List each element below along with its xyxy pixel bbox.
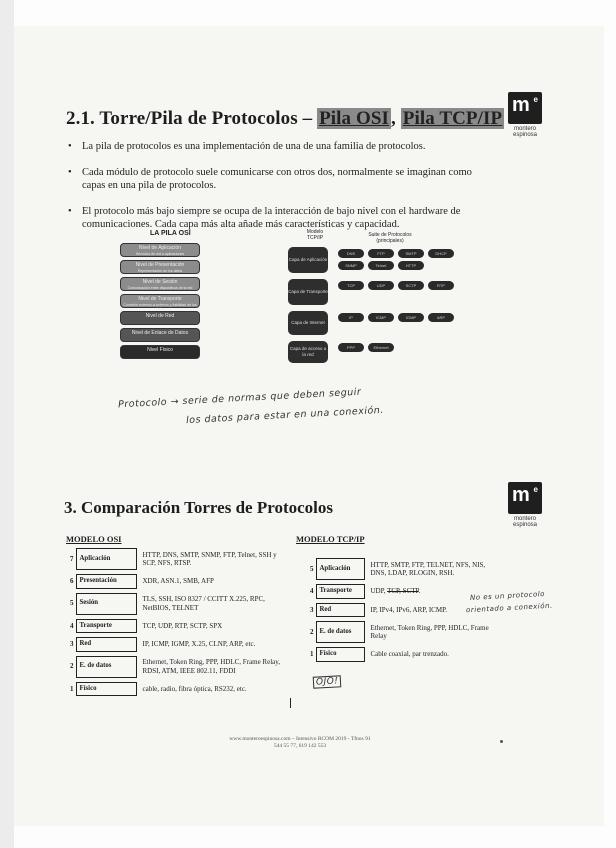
osi-layer-protocols: HTTP, DNS, SMTP, SNMP, FTP, Telnet, SSH y SCP, NFS, RTSP. [142,550,277,567]
protocol-pill: PPP [338,343,364,352]
tcp-table-row [308,622,504,643]
osi-table-row [66,549,294,570]
section-2-title [66,108,504,130]
osi-layer-sub: Conexión extremo-a-extremo y fiabilidad de los datos [123,303,197,311]
osi-layer-name: Transporte [76,619,136,633]
logo-mark: m [512,484,530,506]
osi-layer-sub: Servicios de red a aplicaciones [135,252,185,256]
osi-table [66,548,294,696]
osi-layer-number: 1 [70,684,74,693]
osi-layer-label: Nivel de Sesión [142,279,178,285]
bullet-list [68,140,488,244]
logo-subtitle [505,126,545,138]
tcp-layer-protocols: Cable coaxial, par trenzado. [370,650,449,658]
osi-layer-name: Sesión [76,593,136,614]
tcp-layer-name: Transporte [316,585,364,599]
pen-mark [290,698,291,708]
tcp-layer-protocols: IP, IPv4, IPv6, ARP, ICMP. [370,605,447,614]
highlight-osi: Pila OSI [319,108,390,129]
tcp-layer-number: 2 [310,627,314,636]
protocol-pill: DHCP [428,249,454,258]
brand-logo-2 [508,482,542,514]
osi-layer-label: Nivel Físico [147,347,173,353]
protocol-pill: IGMP [398,313,424,322]
bullet-item: • La pila de protocolos es una implementación de una de una familia de protocolos. [68,140,488,153]
protocol-pill: RTP [428,281,454,290]
osi-layer-protocols: cable, radio, fibra óptica, RS232, etc. [142,684,247,693]
section-3-title: 3. Comparación Torres de Protocolos [64,498,333,517]
osi-layer [120,277,200,291]
protocol-pill: ARP [428,313,454,322]
tcp-table-row [308,559,504,580]
bullet-item: • Cada módulo de protocolo suele comunicarse con otros dos, normalmente se imaginan como capas en una pila de protocolos. [68,166,488,192]
osi-table-row [66,682,294,696]
tcp-layer-name: Red [316,603,364,617]
osi-layer [120,328,200,342]
osi-layer [120,243,200,257]
handwritten-icmp-note-1: No es un protocolo [469,590,546,602]
logo-sup: e [533,485,538,494]
protocol-text: . [418,587,421,595]
logo-sub-line1: montero [513,516,536,522]
osi-layer-protocols: XDR, ASN.1, SMB, AFP [142,577,214,585]
osi-layer-label: Nivel de Red [145,313,175,319]
tcp-layer-name: Físico [316,648,364,662]
osi-layer-number: 4 [70,621,74,630]
osi-layer-name: Red [76,638,136,652]
tcp-diagram-layer: Capa de Internet [288,311,328,335]
osi-layer-number: 6 [70,577,74,585]
tcp-layer-protocols: Ethernet, Token Ring, PPP, HDLC, Frame Relay [370,623,489,640]
logo-sup: e [533,95,538,104]
tcp-layer-number: 3 [310,605,314,614]
osi-layer [120,260,200,274]
tcp-layer-number: 1 [310,650,314,658]
protocol-pill: SNMP [338,261,364,270]
osi-model-title: MODELO OSI [66,534,122,544]
protocol-pill: UDP [368,281,394,290]
tcp-layer-name: Aplicación [316,559,364,580]
handwritten-note-line2: los datos para estar en una conexión. [185,404,385,427]
osi-table-row [66,656,294,677]
osi-layer-number: 3 [70,640,74,648]
protocol-pill: DNS [338,249,364,258]
logo-mark: m [512,94,530,116]
protocol-pill: Telnet [368,261,394,270]
handwritten-icmp-note-2: orientado a conexión. [465,601,553,615]
osi-layer-name: Aplicación [76,549,136,570]
footer-line2: 544 55 77, 619 142 553 [273,743,327,749]
osi-layer-protocols: Ethernet, Token Ring, PPP, HDLC, Frame Relay, RDSI, ATM, IEEE 802.11, FDDI [142,658,281,675]
tcp-model-title: MODELO TCP/IP [296,534,365,544]
osi-layer-label: Nivel de Presentación [135,262,185,268]
page-footer [190,736,410,750]
logo-sub-line1: montero [513,126,536,132]
tcp-diagram-model-header: Modelo TCP/IP [306,229,324,241]
osi-layer-protocols: IP, ICMP, IGMP, X.25, CLNP, ARP, etc. [142,640,256,648]
osi-layer-number: 7 [70,554,74,563]
osi-layer-name: E. de datos [76,656,136,677]
osi-layer-sub: Comunicación entre dispositivos de la red [127,286,193,290]
osi-table-row [66,619,294,633]
tcp-diagram-suite-header: Suite de Protocolos (principales) [368,232,412,244]
protocol-pill: IP [338,313,364,322]
protocol-text: UDP, [370,587,388,595]
tcp-layer-protocols: HTTP, SMTP, FTP, TELNET, NFS, NIS, DNS, LDAP, RLOGIN, RSH. [370,560,486,577]
osi-table-row [66,593,294,614]
protocol-pill: SCTP [398,281,424,290]
title-separator: , [391,108,396,129]
protocol-pill: SMTP [398,249,424,258]
protocol-pill: ICMP [368,313,394,322]
handwritten-ojo: OJO! [313,675,342,688]
osi-layer-number: 2 [70,662,74,671]
osi-layer-protocols: TLS, SSH, ISO 8327 / CCITT X.225, RPC, NetBIOS, TELNET [142,595,265,612]
highlight-tcpip: Pila TCP/IP [402,108,503,129]
tcp-layer-name: E. de datos [316,622,364,643]
osi-layer-sub: Representación de los datos [137,269,183,273]
logo-sub-line2: espinosa [512,132,538,138]
osi-layer [120,294,200,311]
osi-layer-label: Nivel de Transporte [138,296,182,302]
bullet-item: • El protocolo más bajo siempre se ocupa de la interacción de bajo nivel con el hardware de comunicaciones. Cada capa más alta añade más características y capacidad. [68,205,488,231]
tcp-diagram-layer: Capa de Aplicación [288,247,328,273]
osi-layer [120,345,200,359]
scan-left-edge [0,0,14,848]
protocol-pill: TCP [338,281,364,290]
footer-line1: www.monteroespinosa.com – Intensivo RCOM 2019 - Tfnos 91 [229,736,371,742]
osi-layer-protocols: TCP, UDP, RTP, SCTP, SPX [142,621,223,630]
osi-layer-name: Presentación [76,575,136,589]
osi-layer-label: Nivel de Enlace de Datos [131,330,189,336]
tcp-diagram-layer: Capa de Transporte [288,279,328,305]
osi-table-row [66,575,294,589]
protocol-pill: Ethernet [368,343,394,352]
protocol-pill: FTP [368,249,394,258]
osi-diagram-title: LA PILA OSI [150,230,191,237]
pen-dot [500,740,503,743]
logo-subtitle-2 [505,516,545,528]
tcp-layer-number: 4 [310,587,314,595]
osi-layer-number: 5 [70,599,74,608]
osi-layer-name: Físico [76,682,136,696]
handwritten-note-line1: Protocolo → serie de normas que deben seguir [117,386,362,411]
struck-protocol-text: TCP, SCTP [387,587,419,595]
tcp-table-row [308,648,504,662]
osi-table-row [66,638,294,652]
section-2-title-prefix: 2.1. Torre/Pila de Protocolos – [66,108,313,129]
osi-layer [120,311,200,325]
tcp-diagram-layer: Capa de acceso a la red [288,341,328,363]
protocol-pill: HTTP [398,261,424,270]
tcp-layer-number: 5 [310,564,314,573]
osi-layer-label: Nivel de Aplicación [139,245,181,251]
brand-logo [508,92,542,124]
logo-sub-line2: espinosa [512,522,538,528]
osi-stack [120,243,200,362]
